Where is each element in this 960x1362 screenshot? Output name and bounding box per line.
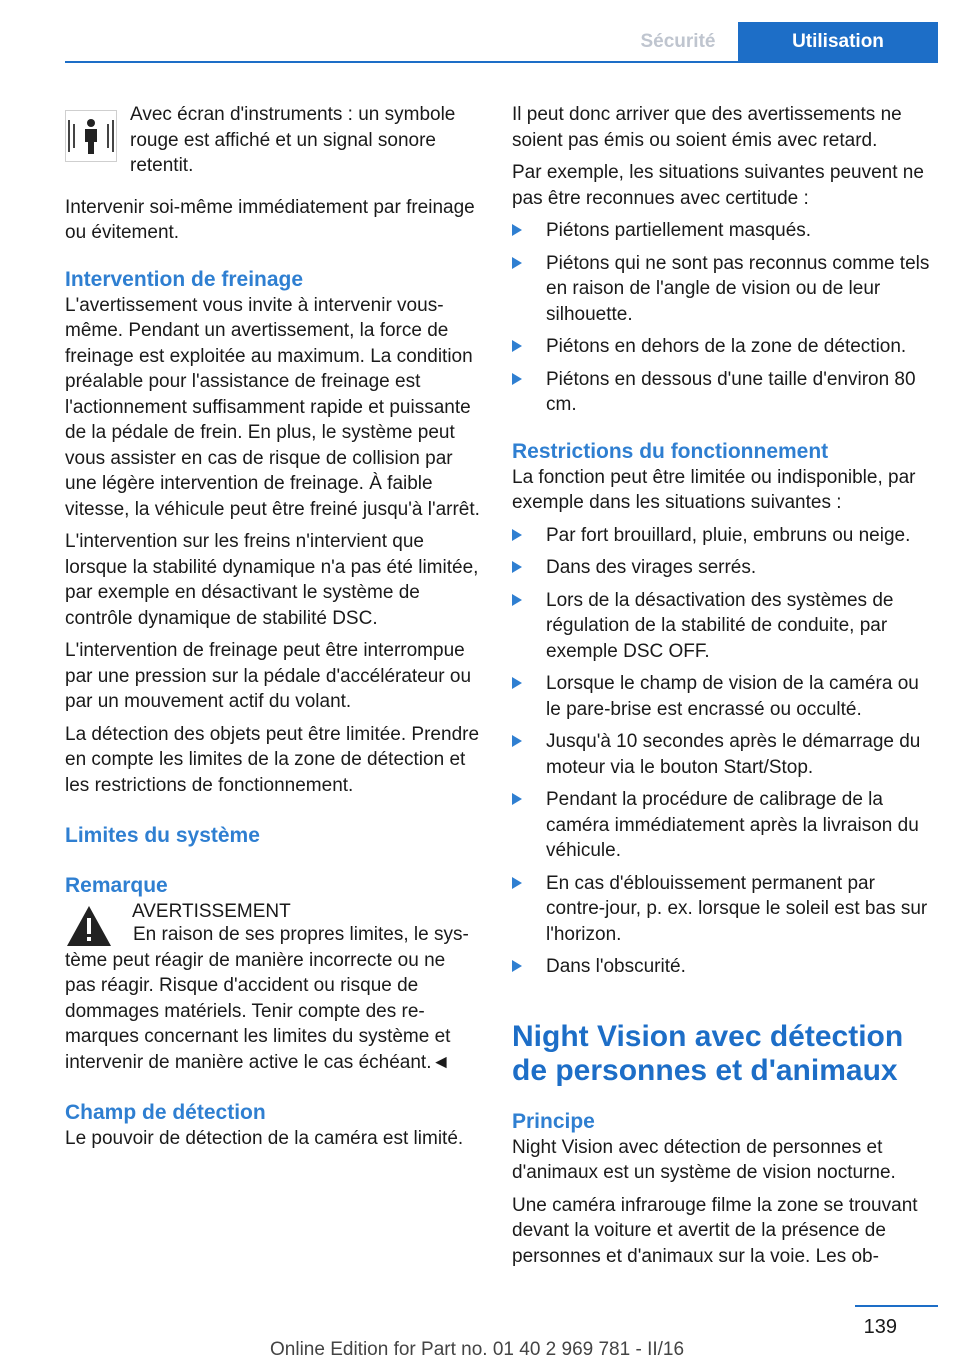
list-item: Dans des virages serrés. [512,555,932,581]
warning-triangle-icon [65,904,113,948]
heading-limits: Limites du système [65,824,260,847]
heading-detection-field: Champ de détection [65,1101,266,1124]
bullet-triangle-icon [512,960,522,972]
pedestrian-list [512,218,932,418]
list-item: Par fort brouillard, pluie, embruns ou neige. [512,523,932,549]
heading-principle: Principe [512,1109,595,1133]
header-rule [65,61,938,63]
warning-title: AVERTISSEMENT [132,901,291,922]
bullet-triangle-icon [512,677,522,689]
restrictions-paragraph: La fonction peut être limitée ou indisponible, par exemple dans les situations suivantes : [512,466,916,513]
footer-rule [855,1305,938,1307]
tab-utilisation[interactable]: Utilisation [738,22,938,62]
principle-paragraph-2: Une caméra infrarouge filme la zone se trouvant devant la voiture et avertit de la présence de personnes et d'animaux sur la voie. Les ob- [512,1194,918,1267]
bullet-triangle-icon [512,793,522,805]
list-item: Lorsque le champ de vision de la caméra ou le pare-brise est encrassé ou occulté. [512,671,932,722]
braking-paragraph-4: La détection des objets peut être limitée. Prendre en compte les limites de la zone de détection et les restrictions de fonctionnement. [65,723,480,796]
list-item: Pendant la procédure de calibrage de la caméra immédiatement après la livraison du véhicule. [512,787,932,864]
list-item: Dans l'obscurité. [512,954,932,980]
delay-paragraph: Il peut donc arriver que des avertissements ne soient pas émis ou soient émis avec retard. [512,104,902,151]
list-item: En cas d'éblouissement permanent par contre-jour, p. ex. lorsque le soleil est bas sur l'horizon. [512,871,932,948]
bullet-triangle-icon [512,561,522,573]
example-paragraph: Par exemple, les situations suivantes peuvent ne pas être reconnues avec certitude : [512,162,924,209]
bullet-triangle-icon [512,529,522,541]
right-column [512,102,932,1276]
braking-paragraph-2: L'intervention sur les freins n'intervient que lorsque la stabilité dynamique n'a pas été limitée, par exemple en désactivant le système de contrôle dynamique de stabilité DSC. [65,531,479,629]
intro-text: Avec écran d'instruments : un symbole rouge est affiché et un signal sonore retentit. [130,104,456,176]
bullet-triangle-icon [512,340,522,352]
detection-field-paragraph: Le pouvoir de détection de la caméra est limité. [65,1128,464,1149]
header-tabs [618,22,938,62]
left-column [65,102,480,1159]
bullet-triangle-icon [512,594,522,606]
bullet-triangle-icon [512,224,522,236]
heading-braking: Intervention de freinage [65,267,304,291]
warning-text: En raison de ses propres limites, le système peut réagir de manière incorrecte ou ne pas réagir. Risque d'accident ou risque de dommages matériels. Tenir compte des remarques concernant les limites du système et intervenir de manière active le cas échéant.◄ [65,924,469,1073]
pedestrian-warning-icon [65,110,117,162]
list-item: Piétons partiellement masqués. [512,218,932,244]
list-item: Lors de la désactivation des systèmes de régulation de la stabilité de conduite, par exemple DSC OFF. [512,588,932,665]
braking-paragraph-1: L'avertissement vous invite à intervenir vous-même. Pendant un avertissement, la force de freinage est exploitée au maximum. La condition préalable pour l'assistance de freinage est l'actionnement suffisamment rapide et puissante de la pédale de frein. En plus, le système peut vous assister en cas de risque de collision par une légère intervention de freinage. À faible vitesse, la véhicule peut être freiné jusqu'à l'arrêt. [65,294,480,520]
bullet-triangle-icon [512,735,522,747]
intervene-paragraph: Intervenir soi-même immédiatement par freinage ou évitement. [65,196,475,243]
list-item: Piétons en dehors de la zone de détection. [512,334,932,360]
footer-edition: Online Edition for Part no. 01 40 2 969 781 - II/16 [270,1339,685,1360]
list-item: Jusqu'à 10 secondes après le démarrage du moteur via le bouton Start/Stop. [512,729,932,780]
restrictions-list [512,523,932,980]
principle-paragraph-1: Night Vision avec détection de personnes et d'animaux est un système de vision nocturne. [512,1136,896,1183]
page-number: 139 [863,1316,897,1338]
tab-securite[interactable]: Sécurité [618,22,738,62]
list-item: Piétons en dessous d'une taille d'environ 80 cm. [512,367,932,418]
intro-row [65,102,480,179]
bullet-triangle-icon [512,373,522,385]
list-item: Piétons qui ne sont pas reconnus comme tels en raison de l'angle de vision ou de leur silhouette. [512,251,932,328]
heading-remark: Remarque [65,874,168,897]
bullet-triangle-icon [512,257,522,269]
bullet-triangle-icon [512,877,522,889]
braking-paragraph-3: L'intervention de freinage peut être interrompue par une pression sur la pédale d'accélérateur ou par un mouvement actif du volant. [65,640,472,712]
heading-restrictions: Restrictions du fonctionnement [512,439,829,463]
heading-night-vision: Night Vision avec détection de personnes et d'animaux [512,1019,904,1087]
